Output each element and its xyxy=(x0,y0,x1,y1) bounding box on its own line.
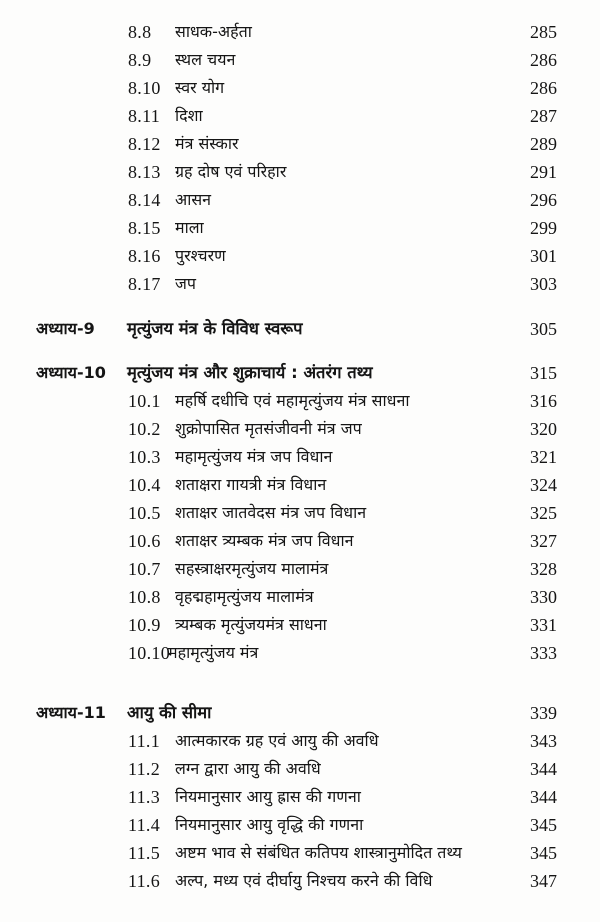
page-number: 344 xyxy=(530,787,557,807)
toc-entry-8-14[interactable] xyxy=(0,186,600,214)
chapter-title: मृत्युंजय मंत्र और शुक्राचार्य : अंतरंग तथ्य xyxy=(127,363,373,382)
toc-entry-8-9[interactable] xyxy=(0,46,600,74)
toc-entry-8-10[interactable] xyxy=(0,74,600,102)
section-number: 8.13 xyxy=(128,162,161,182)
section-title: वृहद्महामृत्युंजय मालामंत्र xyxy=(175,587,314,606)
page-number: 324 xyxy=(530,475,557,495)
page-number: 328 xyxy=(530,559,557,579)
page-number: 345 xyxy=(530,843,557,863)
page-number: 316 xyxy=(530,391,557,411)
section-title: शताक्षरा गायत्री मंत्र विधान xyxy=(175,475,327,494)
section-title: सहस्त्राक्षरमृत्युंजय मालामंत्र xyxy=(175,559,329,578)
toc-entry-10-5[interactable] xyxy=(0,499,600,527)
section-title: माला xyxy=(175,218,204,237)
section-number: 8.9 xyxy=(128,50,152,70)
toc-entry-8-11[interactable] xyxy=(0,102,600,130)
page-number: 347 xyxy=(530,871,557,891)
section-number: 8.17 xyxy=(128,274,161,294)
section-title: महर्षि दधीचि एवं महामृत्युंजय मंत्र साधना xyxy=(175,391,410,410)
section-number: 11.5 xyxy=(128,843,161,863)
page-number: 344 xyxy=(530,759,557,779)
page-number: 287 xyxy=(530,106,557,126)
toc-entry-8-8[interactable] xyxy=(0,18,600,46)
section-number: 8.11 xyxy=(128,106,161,126)
section-number: 10.5 xyxy=(128,503,161,523)
toc-entry-10-10[interactable] xyxy=(0,639,600,667)
page-number: 305 xyxy=(530,319,557,339)
section-number: 10.7 xyxy=(128,559,161,579)
section-number: 8.10 xyxy=(128,78,161,98)
section-title: अष्टम भाव से संबंधित कतिपय शास्त्रानुमोदित तथ्य xyxy=(175,843,462,862)
toc-chapter-11[interactable] xyxy=(0,699,600,727)
section-number: 10.6 xyxy=(128,531,161,551)
section-title: महामृत्युंजय मंत्र xyxy=(168,643,259,662)
section-title: आसन xyxy=(175,190,212,209)
section-title: महामृत्युंजय मंत्र जप विधान xyxy=(175,447,333,466)
section-number: 8.14 xyxy=(128,190,161,210)
section-title: नियमानुसार आयु ह्रास की गणना xyxy=(175,787,361,806)
section-number: 10.2 xyxy=(128,419,161,439)
toc-entry-8-15[interactable] xyxy=(0,214,600,242)
chapter-title: मृत्युंजय मंत्र के विविध स्वरूप xyxy=(127,319,303,338)
page-number: 303 xyxy=(530,274,557,294)
section-title: ग्रह दोष एवं परिहार xyxy=(175,162,287,181)
section-title: अल्प, मध्य एवं दीर्घायु निश्चय करने की विधि xyxy=(175,871,433,890)
section-title: लग्न द्वारा आयु की अवधि xyxy=(175,759,321,778)
page-number: 321 xyxy=(530,447,557,467)
page-number: 296 xyxy=(530,190,557,210)
section-number: 11.1 xyxy=(128,731,161,751)
page-number: 315 xyxy=(530,363,557,383)
toc-entry-10-1[interactable] xyxy=(0,387,600,415)
section-number: 8.12 xyxy=(128,134,161,154)
section-number: 10.9 xyxy=(128,615,161,635)
page-number: 343 xyxy=(530,731,557,751)
section-number: 10.8 xyxy=(128,587,161,607)
section-title: शताक्षर त्र्यम्बक मंत्र जप विधान xyxy=(175,531,354,550)
toc-chapter-10[interactable] xyxy=(0,359,600,387)
section-number: 11.6 xyxy=(128,871,161,891)
toc-entry-11-3[interactable] xyxy=(0,783,600,811)
section-number: 11.3 xyxy=(128,787,161,807)
toc-chapter-9[interactable] xyxy=(0,315,600,343)
toc-entry-10-3[interactable] xyxy=(0,443,600,471)
section-title: साधक-अर्हता xyxy=(175,22,252,41)
page-number: 333 xyxy=(530,643,557,663)
section-title: शुक्रोपासित मृतसंजीवनी मंत्र जप xyxy=(175,419,362,438)
page-number: 331 xyxy=(530,615,557,635)
page-number: 345 xyxy=(530,815,557,835)
section-number: 10.1 xyxy=(128,391,161,411)
toc-entry-10-4[interactable] xyxy=(0,471,600,499)
toc-entry-8-12[interactable] xyxy=(0,130,600,158)
toc-entry-11-2[interactable] xyxy=(0,755,600,783)
toc-entry-8-16[interactable] xyxy=(0,242,600,270)
toc-entry-11-1[interactable] xyxy=(0,727,600,755)
page-number: 291 xyxy=(530,162,557,182)
chapter-title: आयु की सीमा xyxy=(127,703,212,722)
section-title: पुरश्चरण xyxy=(175,246,226,265)
section-number: 11.2 xyxy=(128,759,161,779)
page-number: 286 xyxy=(530,50,557,70)
page-number: 299 xyxy=(530,218,557,238)
section-title: त्र्यम्बक मृत्युंजयमंत्र साधना xyxy=(175,615,327,634)
page-number: 339 xyxy=(530,703,557,723)
toc-entry-11-6[interactable] xyxy=(0,867,600,895)
section-number: 10.10 xyxy=(128,643,170,663)
chapter-label: अध्याय-11 xyxy=(36,703,106,722)
toc-entry-11-4[interactable] xyxy=(0,811,600,839)
section-number: 8.8 xyxy=(128,22,152,42)
section-number: 10.3 xyxy=(128,447,161,467)
page-number: 286 xyxy=(530,78,557,98)
section-title: नियमानुसार आयु वृद्धि की गणना xyxy=(175,815,364,834)
page-number: 285 xyxy=(530,22,557,42)
page-number: 330 xyxy=(530,587,557,607)
page-number: 320 xyxy=(530,419,557,439)
section-title: स्थल चयन xyxy=(175,50,236,69)
section-title: मंत्र संस्कार xyxy=(175,134,239,153)
toc-entry-10-2[interactable] xyxy=(0,415,600,443)
toc-entry-8-17[interactable] xyxy=(0,270,600,298)
toc-entry-10-7[interactable] xyxy=(0,555,600,583)
toc-entry-10-9[interactable] xyxy=(0,611,600,639)
page-number: 301 xyxy=(530,246,557,266)
page-number: 325 xyxy=(530,503,557,523)
section-number: 8.15 xyxy=(128,218,161,238)
page-number: 289 xyxy=(530,134,557,154)
toc-entry-10-6[interactable] xyxy=(0,527,600,555)
section-number: 8.16 xyxy=(128,246,161,266)
toc-entry-8-13[interactable] xyxy=(0,158,600,186)
section-title: जप xyxy=(175,274,196,293)
section-title: शताक्षर जातवेदस मंत्र जप विधान xyxy=(175,503,367,522)
section-number: 10.4 xyxy=(128,475,161,495)
toc-entry-11-5[interactable] xyxy=(0,839,600,867)
toc-entry-10-8[interactable] xyxy=(0,583,600,611)
chapter-label: अध्याय-9 xyxy=(36,319,95,338)
section-title: आत्मकारक ग्रह एवं आयु की अवधि xyxy=(175,731,379,750)
section-title: दिशा xyxy=(175,106,203,125)
page-number: 327 xyxy=(530,531,557,551)
section-number: 11.4 xyxy=(128,815,161,835)
chapter-label: अध्याय-10 xyxy=(36,363,106,382)
section-title: स्वर योग xyxy=(175,78,225,97)
